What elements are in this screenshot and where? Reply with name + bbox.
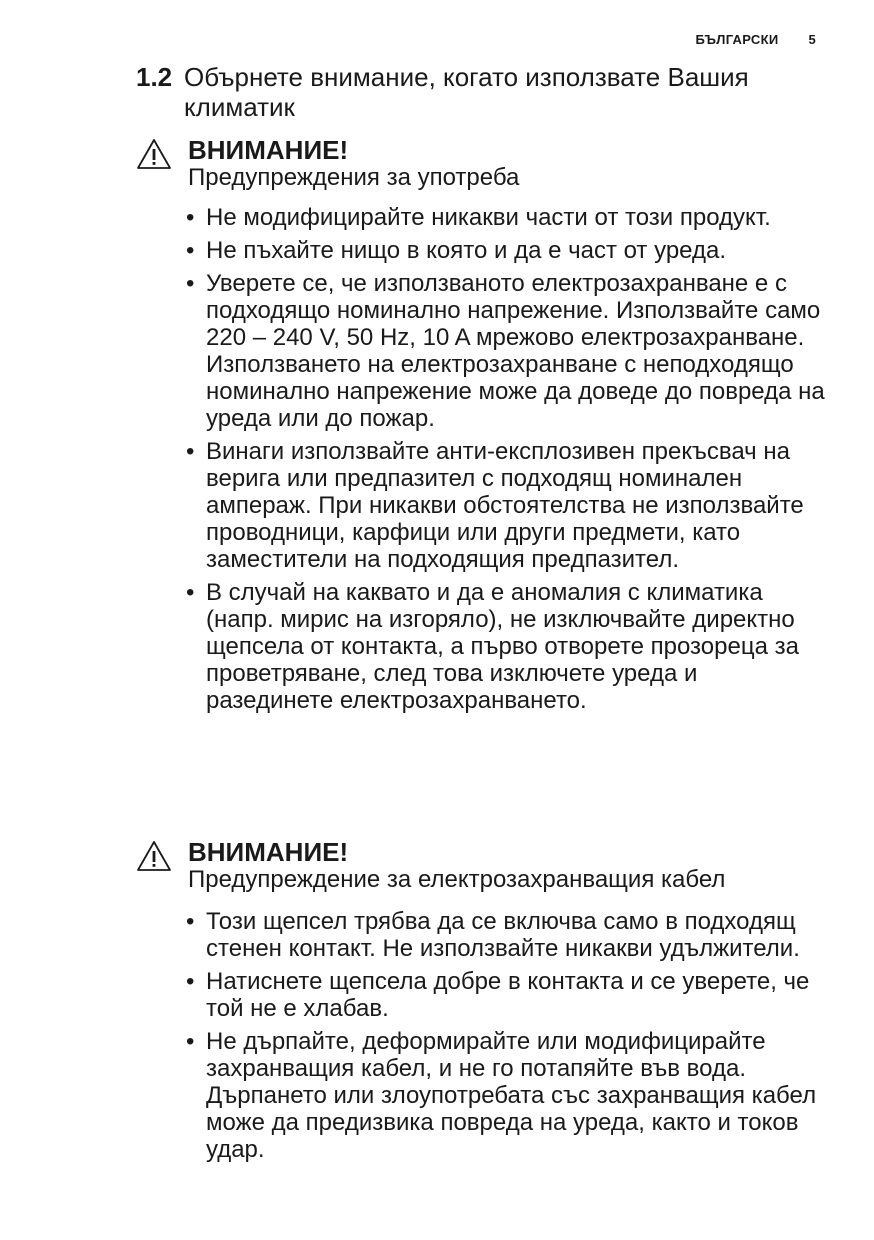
bullet-mark: • bbox=[186, 908, 195, 935]
section-title-text: Обърнете внимание, когато използвате Вашия климатик bbox=[184, 62, 749, 122]
warning-block-usage bbox=[136, 136, 836, 192]
list-item: • Натиснете щепсела добре в контакта и се уверете, че той не е хлабав. bbox=[186, 968, 810, 1022]
warning-heading: ВНИМАНИЕ! bbox=[188, 135, 349, 165]
warning-block-power-cord bbox=[136, 838, 836, 894]
bullet-mark: • bbox=[186, 438, 195, 465]
bullet-mark: • bbox=[186, 270, 195, 297]
warning-subheading: Предупреждения за употреба bbox=[188, 164, 520, 191]
bullet-mark: • bbox=[186, 237, 195, 264]
section-title bbox=[136, 62, 836, 122]
list-item: • Не дърпайте, деформирайте или модифицирайте захранващия кабел, и не го потапяйте във вода. Дърпането или злоупотребата със захранващия кабел може да предизвика повреда на уреда, както и токов удар. bbox=[186, 1028, 817, 1163]
warning-heading: ВНИМАНИЕ! bbox=[188, 837, 349, 867]
warning-triangle-icon bbox=[136, 840, 172, 872]
section-number: 1.2 bbox=[136, 62, 173, 92]
page-number: 5 bbox=[808, 32, 816, 47]
list-item: • Винаги използвайте анти-експлозивен прекъсвач на верига или предпазител с подходящ номинален ампераж. При никакви обстоятелства не използвайте проводници, карфици или други предмети, като заместители на подходящия предпазител. bbox=[186, 438, 804, 573]
page-header bbox=[696, 32, 816, 47]
list-item: • Уверете се, че използваното електрозахранване е с подходящо номинално напрежение. Използвайте само 220 – 240 V, 50 Hz, 10 A мрежово електрозахранване. Използването на електрозахранване с неподходящо номинално напрежение може да доведе до повреда на уреда или до пожар. bbox=[186, 270, 825, 432]
list-item: • Не модифицирайте никакви части от този продукт. bbox=[186, 204, 771, 231]
bullet-mark: • bbox=[186, 1028, 195, 1055]
list-item: • Този щепсел трябва да се включва само в подходящ стенен контакт. Не използвайте никакви удължители. bbox=[186, 908, 800, 962]
list-item: • Не пъхайте нищо в която и да е част от уреда. bbox=[186, 237, 727, 264]
header-language: БЪЛГАРСКИ bbox=[695, 32, 779, 47]
bullet-mark: • bbox=[186, 968, 195, 995]
bullet-mark: • bbox=[186, 579, 195, 606]
warning-subheading: Предупреждение за електрозахранващия кабел bbox=[188, 866, 726, 893]
warning-triangle-icon bbox=[136, 138, 172, 170]
usage-warnings-list bbox=[186, 204, 826, 720]
power-cord-warnings-list bbox=[186, 908, 826, 1169]
list-item: • В случай на каквато и да е аномалия с климатика (напр. мирис на изгоряло), не изключвайте директно щепсела от контакта, а първо отворете прозореца за проветряване, след това изключете уреда и разединете електрозахранването. bbox=[186, 579, 799, 714]
bullet-mark: • bbox=[186, 204, 195, 231]
